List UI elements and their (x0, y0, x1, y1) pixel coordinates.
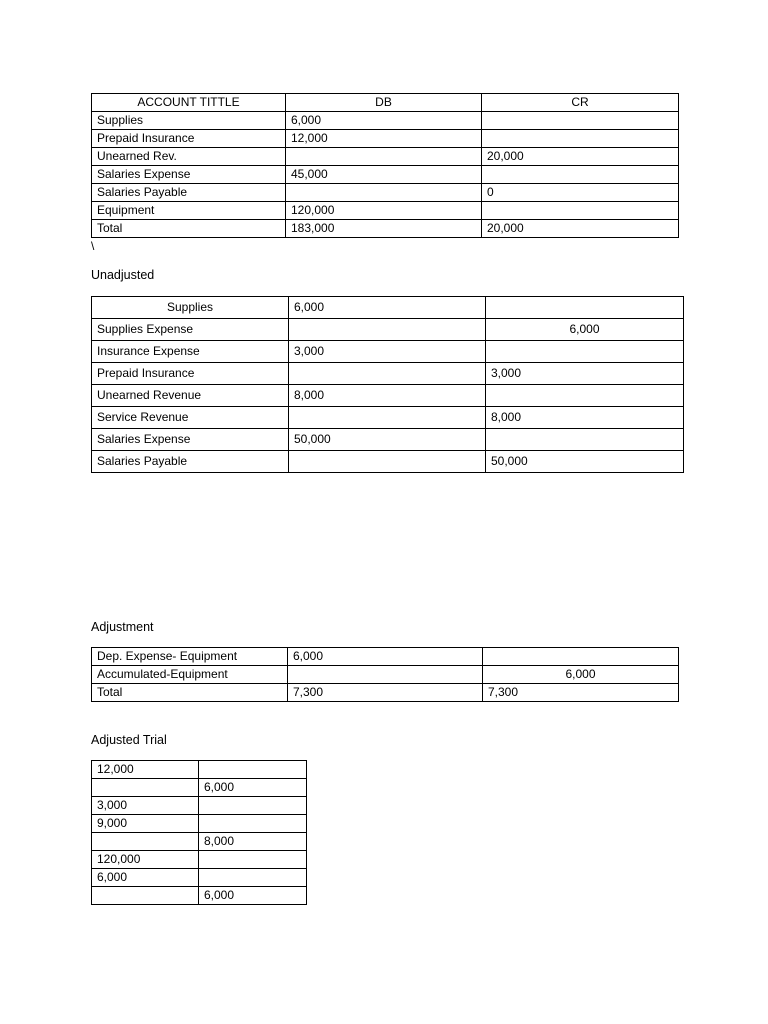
table-row (92, 297, 684, 319)
account-cell: Total (92, 684, 288, 702)
debit-cell: 6,000 (288, 648, 483, 666)
debit-cell (286, 148, 482, 166)
debit-cell (289, 407, 486, 429)
debit-cell: 45,000 (286, 166, 482, 184)
account-cell: Salaries Expense (92, 166, 286, 184)
credit-cell (486, 385, 684, 407)
credit-cell (482, 130, 679, 148)
credit-cell: 7,300 (483, 684, 679, 702)
debit-cell (288, 666, 483, 684)
unadjusted-table (91, 296, 684, 473)
table-row (92, 815, 307, 833)
account-cell: Unearned Revenue (92, 385, 289, 407)
debit-cell (289, 363, 486, 385)
account-cell: Insurance Expense (92, 341, 289, 363)
credit-cell: 20,000 (482, 220, 679, 238)
credit-cell: 20,000 (482, 148, 679, 166)
debit-cell: 3,000 (92, 797, 199, 815)
header-account-title: ACCOUNT TITTLE (92, 94, 286, 112)
adjustment-table (91, 647, 679, 702)
table-row (92, 797, 307, 815)
account-table (91, 93, 679, 238)
account-cell: Total (92, 220, 286, 238)
debit-cell: 183,000 (286, 220, 482, 238)
debit-cell: 120,000 (286, 202, 482, 220)
debit-cell: 12,000 (92, 761, 199, 779)
credit-cell (482, 202, 679, 220)
table-row (92, 385, 684, 407)
table-row (92, 666, 679, 684)
credit-cell (199, 815, 307, 833)
debit-cell (92, 833, 199, 851)
table-row (92, 166, 679, 184)
table-row (92, 851, 307, 869)
credit-cell (199, 851, 307, 869)
table-row (92, 648, 679, 666)
table-row (92, 429, 684, 451)
debit-cell: 7,300 (288, 684, 483, 702)
account-cell: Accumulated-Equipment (92, 666, 288, 684)
table-row (92, 833, 307, 851)
account-cell: Salaries Payable (92, 184, 286, 202)
credit-cell (483, 648, 679, 666)
table-row (92, 341, 684, 363)
table-row (92, 184, 679, 202)
credit-cell: 6,000 (199, 779, 307, 797)
credit-cell: 6,000 (486, 319, 684, 341)
table-row (92, 761, 307, 779)
table-row (92, 684, 679, 702)
account-cell: Dep. Expense- Equipment (92, 648, 288, 666)
credit-cell (486, 429, 684, 451)
header-db: DB (286, 94, 482, 112)
credit-cell (199, 869, 307, 887)
account-cell: Salaries Payable (92, 451, 289, 473)
debit-cell: 6,000 (289, 297, 486, 319)
table-row (92, 869, 307, 887)
credit-cell (482, 112, 679, 130)
credit-cell: 6,000 (199, 887, 307, 905)
credit-cell: 3,000 (486, 363, 684, 385)
debit-cell: 12,000 (286, 130, 482, 148)
table-row (92, 220, 679, 238)
credit-cell: 0 (482, 184, 679, 202)
debit-cell (289, 319, 486, 341)
table-row (92, 451, 684, 473)
account-cell: Service Revenue (92, 407, 289, 429)
account-cell: Salaries Expense (92, 429, 289, 451)
header-cr: CR (482, 94, 679, 112)
table-row (92, 112, 679, 130)
account-cell: Equipment (92, 202, 286, 220)
debit-cell: 6,000 (286, 112, 482, 130)
stray-mark: \ (91, 239, 95, 253)
account-cell: Unearned Rev. (92, 148, 286, 166)
credit-cell: 8,000 (199, 833, 307, 851)
table-row (92, 887, 307, 905)
account-cell: Prepaid Insurance (92, 363, 289, 385)
credit-cell (486, 341, 684, 363)
table-row (92, 148, 679, 166)
adjusted-trial-table (91, 760, 307, 905)
credit-cell (199, 761, 307, 779)
section-label-unadjusted: Unadjusted (91, 268, 155, 282)
table-row (92, 319, 684, 341)
account-cell: Supplies (92, 112, 286, 130)
table-row (92, 363, 684, 385)
table-row (92, 202, 679, 220)
credit-cell: 50,000 (486, 451, 684, 473)
debit-cell (92, 779, 199, 797)
section-label-adjustment: Adjustment (91, 620, 154, 634)
account-cell: Supplies (92, 297, 289, 319)
debit-cell: 3,000 (289, 341, 486, 363)
account-cell: Prepaid Insurance (92, 130, 286, 148)
debit-cell: 8,000 (289, 385, 486, 407)
section-label-adjusted-trial: Adjusted Trial (91, 733, 167, 747)
table-row (92, 779, 307, 797)
table-header-row (92, 94, 679, 112)
table-row (92, 130, 679, 148)
debit-cell (92, 887, 199, 905)
debit-cell (286, 184, 482, 202)
credit-cell (199, 797, 307, 815)
account-cell: Supplies Expense (92, 319, 289, 341)
debit-cell (289, 451, 486, 473)
debit-cell: 9,000 (92, 815, 199, 833)
debit-cell: 6,000 (92, 869, 199, 887)
table-row (92, 407, 684, 429)
debit-cell: 50,000 (289, 429, 486, 451)
debit-cell: 120,000 (92, 851, 199, 869)
credit-cell (486, 297, 684, 319)
credit-cell (482, 166, 679, 184)
credit-cell: 8,000 (486, 407, 684, 429)
credit-cell: 6,000 (483, 666, 679, 684)
